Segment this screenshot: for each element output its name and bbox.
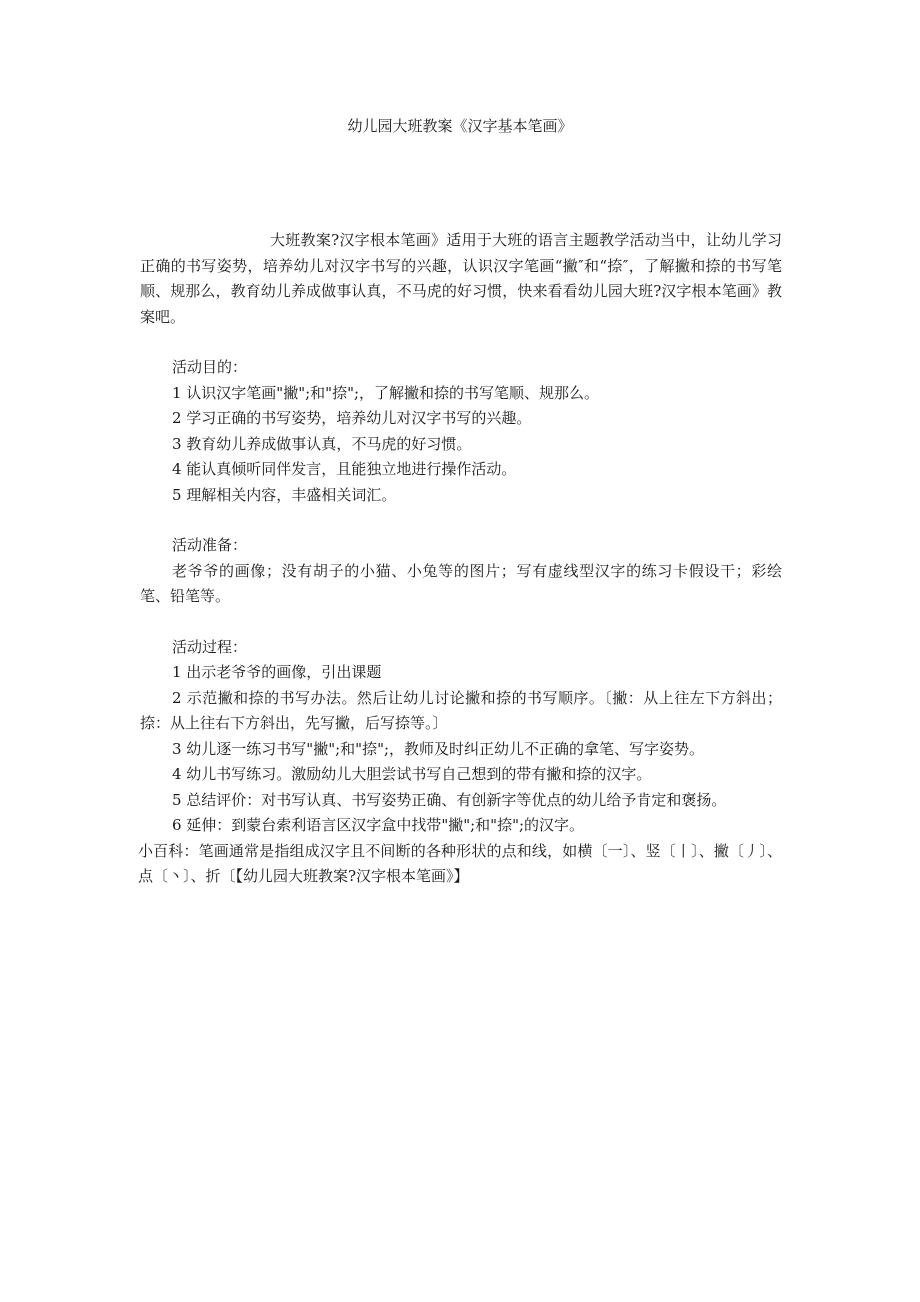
goals-section xyxy=(140,355,782,508)
preparation-heading: 活动准备： xyxy=(172,536,248,554)
goal-item-2: 2 学习正确的书写姿势，培养幼儿对汉字书写的兴趣。 xyxy=(172,409,532,427)
process-item-3: 3 幼儿逐一练习书写"撇";和"捺";，教师及时纠正幼儿不正确的拿笔、写字姿势。 xyxy=(172,739,705,758)
document-title: 幼儿园大班教案《汉字基本笔画》 xyxy=(347,117,573,135)
goals-heading: 活动目的： xyxy=(172,358,248,376)
document-body xyxy=(140,228,782,890)
goal-item-1: 1 认识汉字笔画"撇";和"捺";，了解撇和捺的书写笔顺、规那么。 xyxy=(172,383,600,402)
encyclopedia-note: 小百科：笔画通常是指组成汉字且不间断的各种形状的点和线，如横〔一〕、竖〔丨〕、撇〔丿〕、点〔丶〕、折〔【幼儿园大班教案?汉字根本笔画》】 xyxy=(138,841,782,885)
process-item-2: 2 示范撇和捺的书写办法。然后让幼儿讨论撇和捺的书写顺序。〔撇：从上往左下方斜出；捺：从上往右下方斜出，先写撇，后写捺等。〕 xyxy=(140,688,782,732)
goal-item-3: 3 教育幼儿养成做事认真，不马虎的好习惯。 xyxy=(172,434,472,453)
process-item-4: 4 幼儿书写练习。激励幼儿大胆尝试书写自己想到的带有撇和捺的汉字。 xyxy=(172,765,652,783)
goal-item-4: 4 能认真倾听同伴发言，且能独立地进行操作活动。 xyxy=(172,460,517,478)
preparation-text: 老爷爷的画像；没有胡子的小猫、小兔等的图片；写有虚线型汉字的练习卡假设干；彩绘笔、铅笔等。 xyxy=(140,561,782,605)
process-item-6: 6 延伸：到蒙台索利语言区汉字盒中找带"撇";和"捺";的汉字。 xyxy=(172,816,585,834)
process-section xyxy=(140,635,782,890)
process-heading: 活动过程： xyxy=(172,637,248,656)
preparation-section xyxy=(140,533,782,610)
process-item-5: 5 总结评价：对书写认真、书写姿势正确、有创新字等优点的幼儿给予肯定和褒扬。 xyxy=(172,790,727,809)
process-item-1: 1 出示老爷爷的画像，引出课题 xyxy=(172,663,382,681)
intro-paragraph: 大班教案?汉字根本笔画》适用于大班的语言主题教学活动当中，让幼儿学习正确的书写姿势，培养幼儿对汉字书写的兴趣，认识汉字笔画“撇″和“捺″，了解撇和捺的书写笔顺、规那么，教育幼儿养成做事认真，不马虎的好习惯，快来看看幼儿园大班?汉字根本笔画》教案吧。 xyxy=(140,231,782,326)
goal-item-5: 5 理解相关内容，丰盛相关词汇。 xyxy=(172,485,397,504)
